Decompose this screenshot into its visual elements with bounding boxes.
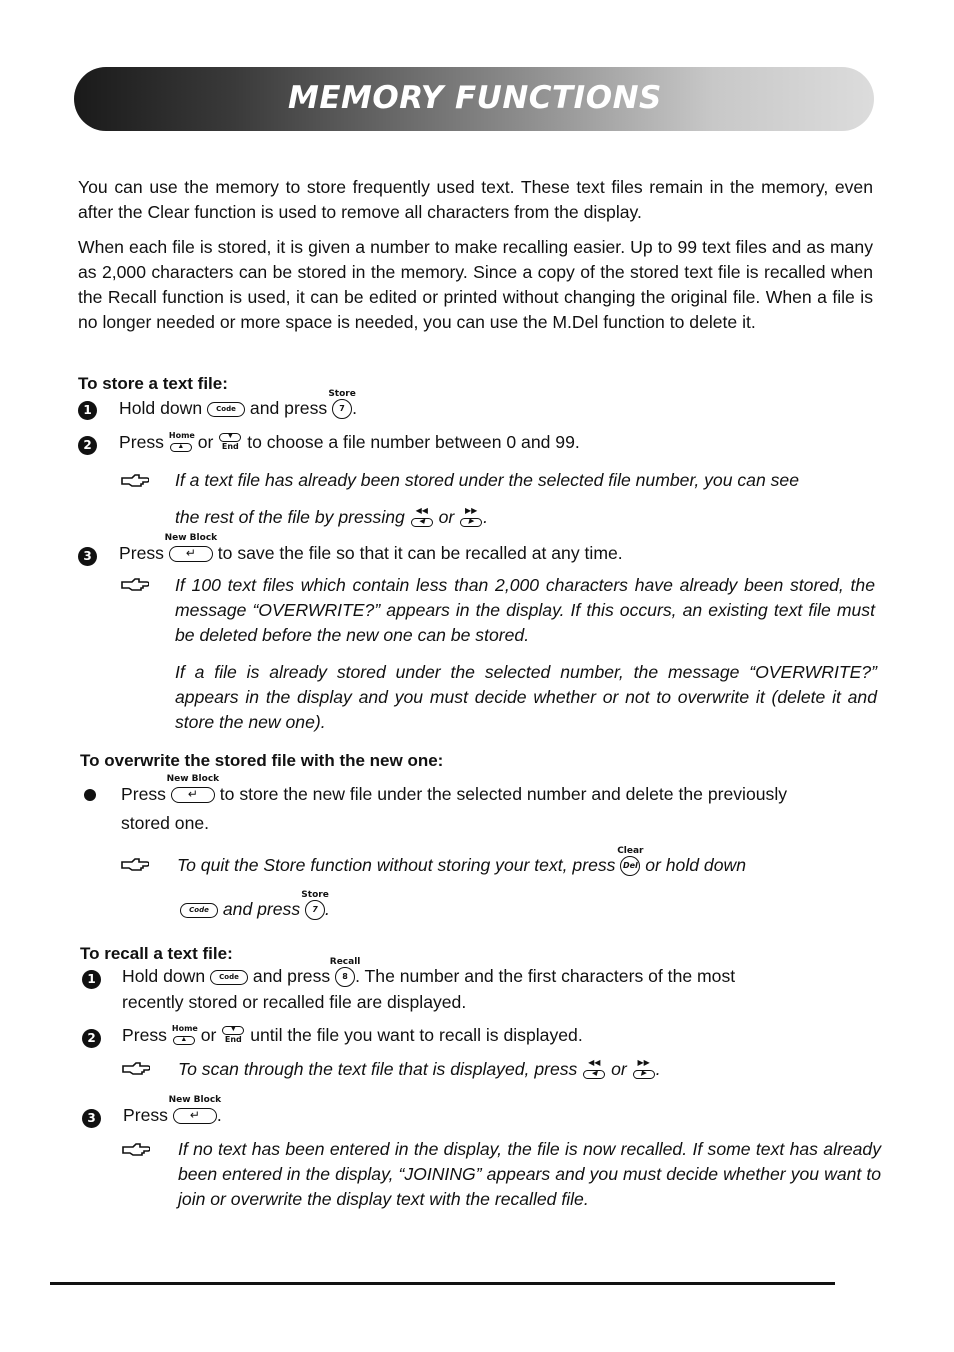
end-key-icon xyxy=(221,1026,245,1046)
step-text: . xyxy=(352,398,357,418)
store-key-icon xyxy=(301,890,329,920)
left-arrow-key-icon xyxy=(410,508,434,528)
step-number: 2 xyxy=(82,1029,101,1048)
recall-step-2 xyxy=(122,1023,583,1048)
recall-key-icon xyxy=(329,957,361,987)
store-step-1 xyxy=(119,389,357,421)
note-hand-icon xyxy=(121,474,149,488)
step-text: or xyxy=(197,432,214,452)
store-note-1-line-2 xyxy=(175,505,488,530)
recall-step-1-line-2: recently stored or recalled file are displayed. xyxy=(122,992,467,1012)
right-arrow-key-icon xyxy=(459,508,483,528)
key-cap: ▼ xyxy=(222,1026,244,1035)
key-cap: 8 xyxy=(342,972,348,982)
key-label: Recall xyxy=(329,957,361,968)
note-text: or hold down xyxy=(645,855,746,875)
note-text: and press xyxy=(222,899,301,919)
step-text: until the file you want to recall is displayed. xyxy=(250,1025,583,1045)
key-cap: ◀ xyxy=(583,1070,605,1079)
step-number: 3 xyxy=(82,1109,101,1128)
home-key-icon xyxy=(169,433,193,453)
step-text: Press xyxy=(119,432,164,452)
note-text: To quit the Store function without storing your text, press xyxy=(177,855,616,875)
step-text: to save the file so that it can be recalled at any time. xyxy=(217,543,623,563)
intro-paragraph-2: When each file is stored, it is given a number to make recalling easier. Up to 99 text files and as many as 2,000 characters can be stored in the memory. Since a copy of the stored text file is recalled when the Recall function is used, it can be edited or printed without changing the original file. When a file is no longer needed or more space is needed, you can use the M.Del function to delete it. xyxy=(78,237,873,332)
step-text: Press xyxy=(123,1105,168,1125)
intro-paragraph-1: You can use the memory to store frequently used text. These text files remain in the memory, even after the Clear function is used to remove all characters from the display. xyxy=(78,177,873,222)
step-number: 3 xyxy=(78,547,97,566)
step-text: and press xyxy=(252,966,331,986)
key-cap: ▲ xyxy=(170,443,192,452)
step-text: Press xyxy=(122,1025,167,1045)
bullet-dot xyxy=(84,789,96,801)
home-key-icon xyxy=(172,1026,196,1046)
key-label: End xyxy=(224,1035,242,1045)
recall-step-1-line-1 xyxy=(122,957,736,989)
recall-note-2: If no text has been entered in the display, the file is now recalled. If some text has already been entered in the display, “JOINING” appears and you must decide whether you want to join or overwrite the display text with the recalled file. xyxy=(178,1139,881,1209)
left-arrow-key-icon xyxy=(582,1060,606,1080)
key-label: ◀◀ xyxy=(588,1058,601,1068)
key-label: ◀◀ xyxy=(415,506,428,516)
right-arrow-key-icon xyxy=(632,1060,656,1080)
key-cap: ◀ xyxy=(411,518,433,527)
recall-note-1 xyxy=(178,1057,661,1082)
overwrite-note-line-2 xyxy=(180,890,330,922)
overwrite-bullet-line-2: stored one. xyxy=(121,813,210,833)
recall-heading: To recall a text file: xyxy=(80,944,233,963)
code-key-icon: Code xyxy=(210,970,248,985)
store-note-2: If 100 text files which contain less than 2,000 characters have already been stored, the message “OVERWRITE?” appears in the display. If this occurs, an existing text file must be deleted before the new one can be stored. xyxy=(175,575,875,645)
enter-key-icon: New Block ↵ xyxy=(166,774,220,802)
key-cap: 7 xyxy=(312,905,318,915)
note-hand-icon xyxy=(122,1143,150,1157)
key-cap: ▶ xyxy=(460,518,482,527)
code-key-icon: Code xyxy=(207,402,245,417)
step-text: Press xyxy=(121,784,166,804)
key-label: Home xyxy=(171,1024,198,1034)
key-label: ▶▶ xyxy=(465,506,478,516)
store-note-1-line-1: If a text file has already been stored under the selected file number, you can see xyxy=(175,470,799,490)
key-label: ▶▶ xyxy=(637,1058,650,1068)
note-text: the rest of the file by pressing xyxy=(175,507,405,527)
key-label: Store xyxy=(301,890,329,901)
key-cap: ▲ xyxy=(173,1036,195,1045)
key-cap: 7 xyxy=(339,404,345,414)
key-label: Clear xyxy=(617,846,644,857)
note-hand-icon xyxy=(122,1062,150,1076)
end-key-icon xyxy=(218,433,242,453)
note-hand-icon xyxy=(121,858,149,872)
key-label: Home xyxy=(168,431,195,441)
key-label: New Block xyxy=(168,1095,222,1106)
step-text: to store the new file under the selected number and delete the previously xyxy=(219,784,788,804)
enter-key-icon: New Block ↵ xyxy=(164,533,218,561)
step-number: 1 xyxy=(82,970,101,989)
del-key-icon xyxy=(617,846,644,876)
step-text: to choose a file number between 0 and 99. xyxy=(247,432,580,452)
note-text: or xyxy=(611,1059,627,1079)
step-number: 2 xyxy=(78,436,97,455)
key-label: End xyxy=(221,442,239,452)
step-text: Hold down xyxy=(119,398,203,418)
key-label: New Block xyxy=(164,533,218,544)
note-text: . xyxy=(325,899,330,919)
note-text: or xyxy=(438,507,455,527)
key-label: Store xyxy=(328,389,356,400)
store-note-3: If a file is already stored under the selected number, the message “OVERWRITE?” appears in the display and you must decide whether or not to overwrite it (delete it and store the new one). xyxy=(175,662,877,732)
step-text: . The number and the first characters of the most xyxy=(355,966,736,986)
overwrite-bullet-line-1 xyxy=(121,774,788,807)
store-step-3 xyxy=(119,533,623,566)
step-text: or xyxy=(200,1025,217,1045)
store-heading: To store a text file: xyxy=(78,374,228,393)
key-cap: ▶ xyxy=(633,1070,655,1079)
key-cap: ▼ xyxy=(219,433,241,442)
step-text: Hold down xyxy=(122,966,206,986)
store-step-2 xyxy=(119,430,580,455)
note-hand-icon xyxy=(121,578,149,592)
note-text: . xyxy=(483,507,489,527)
note-text: . xyxy=(655,1059,661,1079)
step-number: 1 xyxy=(78,401,97,420)
page-title: MEMORY FUNCTIONS xyxy=(288,80,662,116)
step-text: Press xyxy=(119,543,164,563)
step-text: and press xyxy=(249,398,328,418)
enter-key-icon: New Block ↵ xyxy=(168,1095,222,1123)
code-key-icon: Code xyxy=(180,903,218,918)
recall-step-3 xyxy=(123,1095,222,1128)
key-cap: Del xyxy=(622,861,638,871)
store-key-icon xyxy=(328,389,356,419)
overwrite-heading: To overwrite the stored file with the new one: xyxy=(80,751,444,770)
key-label: New Block xyxy=(166,774,220,785)
note-text: To scan through the text file that is displayed, press xyxy=(178,1059,578,1079)
footer-rule xyxy=(50,1282,835,1285)
step-text: . xyxy=(216,1105,222,1125)
overwrite-note-line-1 xyxy=(177,846,746,878)
